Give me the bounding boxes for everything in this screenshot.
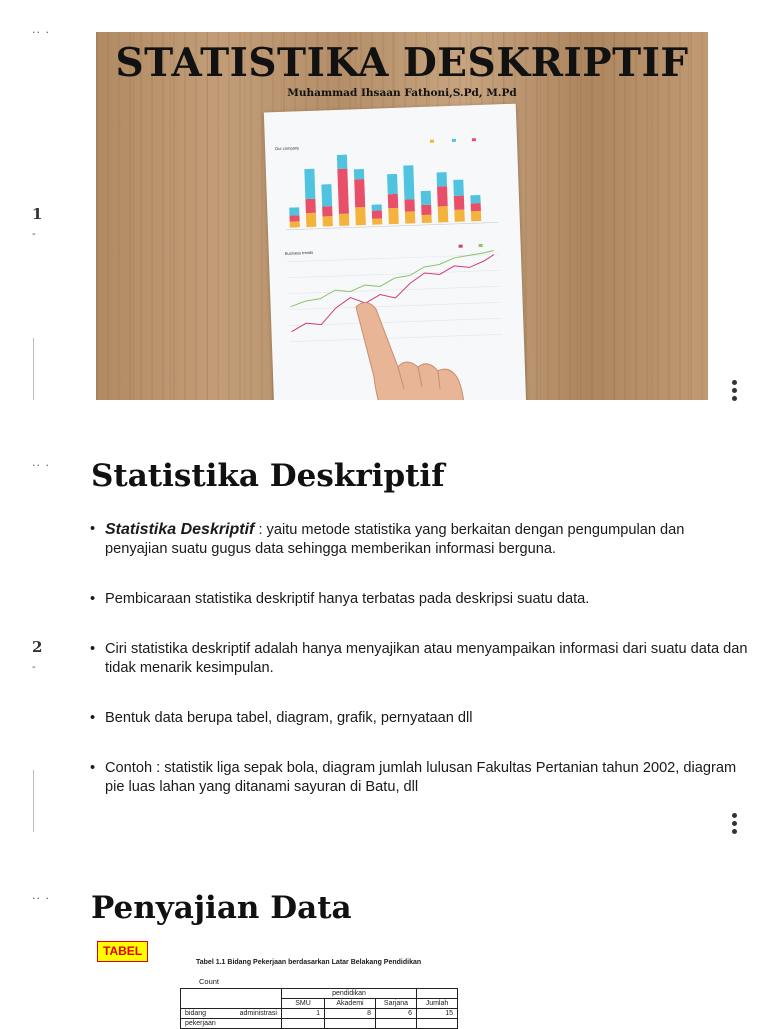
bar-segment	[387, 174, 398, 194]
line-chart-legend	[459, 244, 483, 248]
cover-title: STATISTIKA DESKRIPTIF	[115, 40, 689, 86]
bullet-term: Statistika Deskriptif	[105, 521, 255, 538]
table-row	[181, 1009, 458, 1019]
bar-segment	[289, 215, 299, 221]
slide-2-bullet-list	[90, 520, 750, 797]
table-header: Jumlah	[417, 999, 458, 1009]
line-chart-title: Business trends	[284, 249, 314, 256]
table-cell: 6	[376, 1009, 417, 1019]
row-label: pekerjaan	[181, 1019, 228, 1029]
table-count-label: Count	[199, 977, 220, 986]
page-marker-dots: ·· ·	[32, 892, 50, 905]
bullet-item: • Pembicaraan statistika deskriptif hanya terbatas pada deskripsi suatu data.	[90, 590, 750, 609]
slide-2-more-options-button[interactable]	[730, 813, 738, 834]
cover-author: Muhammad Ihsaan Fathoni,S.Pd, M.Pd	[287, 87, 517, 99]
bar-segment	[372, 210, 382, 218]
page-marker-dots: ·· ·	[32, 459, 50, 472]
page-dash: -	[32, 661, 36, 673]
bar-segment	[372, 204, 382, 210]
table-cell: 8	[325, 1009, 376, 1019]
bar-segment	[306, 213, 316, 227]
bar-segment	[305, 199, 315, 213]
bar-segment	[405, 211, 415, 223]
bar-segment	[337, 155, 347, 169]
bar-segment	[437, 172, 447, 186]
table-corner-cell	[181, 999, 282, 1009]
page-dash: -	[32, 228, 36, 240]
table-corner-cell	[181, 989, 282, 999]
bar-segment	[372, 218, 382, 224]
education-table	[180, 988, 458, 1029]
slide-3-title: Penyajian Data	[91, 890, 352, 926]
bar-segment	[290, 221, 300, 227]
bar-segment	[388, 194, 398, 208]
table-header-spacer	[417, 989, 458, 999]
bar-segment	[453, 180, 464, 196]
table-cell: 15	[417, 1009, 458, 1019]
pointing-hand-photo	[346, 297, 506, 400]
bar-segment	[304, 169, 315, 199]
bar-segment	[354, 169, 364, 179]
bar-segment	[422, 215, 432, 223]
page-marker-dots: ·· ·	[32, 26, 50, 39]
bar-chart-title: Our company	[275, 145, 300, 152]
bar-segment	[355, 207, 366, 225]
slide-1-cover[interactable]	[96, 32, 708, 400]
bar-segment	[471, 211, 481, 221]
bar-segment	[388, 208, 399, 224]
bullet-item: • Contoh : statistik liga sepak bola, diagram jumlah lulusan Fakultas Pertanian tahun 2002, diagram pie luas lahan yang ditanami sayuran di Batu, dll	[90, 759, 750, 797]
bar-segment	[337, 169, 349, 214]
bar-segment	[354, 179, 365, 207]
bar-segment	[321, 184, 332, 206]
page-number-2: 2	[32, 638, 43, 656]
bar-segment	[471, 203, 481, 211]
table-header: SMU	[282, 999, 325, 1009]
bar-segment	[339, 214, 349, 226]
bar-segment	[470, 195, 480, 203]
bar-segment	[437, 186, 448, 206]
bar-segment	[438, 206, 449, 222]
slide-2-title: Statistika Deskriptif	[91, 458, 445, 494]
bar-segment	[421, 205, 431, 215]
gutter-line	[33, 338, 34, 400]
bullet-item	[90, 520, 750, 559]
bar-chart	[287, 150, 481, 228]
table-header: Sarjana	[376, 999, 417, 1009]
grid-line	[288, 270, 500, 277]
bullet-item: • Ciri statistika deskriptif adalah hanya menyajikan atau menyampaikan informasi dari suatu data dan tidak menarik kesimpulan.	[90, 640, 750, 678]
table-header: Akademi	[325, 999, 376, 1009]
grid-line	[288, 286, 500, 293]
bar-segment	[323, 216, 333, 226]
table-cell: 1	[282, 1009, 325, 1019]
table-caption: Tabel 1.1 Bidang Pekerjaan berdasarkan Latar Belakang Pendidikan	[196, 959, 422, 966]
bar-segment	[289, 207, 299, 215]
page-number-1: 1	[32, 205, 43, 223]
bar-segment	[454, 196, 464, 210]
bullet-item: • Bentuk data berupa tabel, diagram, grafik, pernyataan dll	[90, 709, 750, 728]
slide-1-more-options-button[interactable]	[730, 380, 738, 401]
row-label: bidang	[181, 1009, 228, 1019]
bar-segment	[403, 165, 414, 199]
table-group-header: pendidikan	[282, 989, 417, 999]
bar-segment	[421, 191, 431, 205]
bar-segment	[454, 210, 464, 222]
bar-chart-legend	[430, 138, 476, 143]
bar-segment	[404, 199, 414, 211]
row-sublabel: administrasi	[227, 1009, 281, 1019]
gutter-line	[33, 770, 34, 832]
bullet-text: : yaitu metode statistika yang berkaitan dengan pengumpulan dan penyajian suatu gugus data sehingga memberikan informasi berguna.	[105, 522, 685, 557]
bar-segment	[322, 206, 332, 216]
tabel-badge: TABEL	[97, 941, 148, 962]
